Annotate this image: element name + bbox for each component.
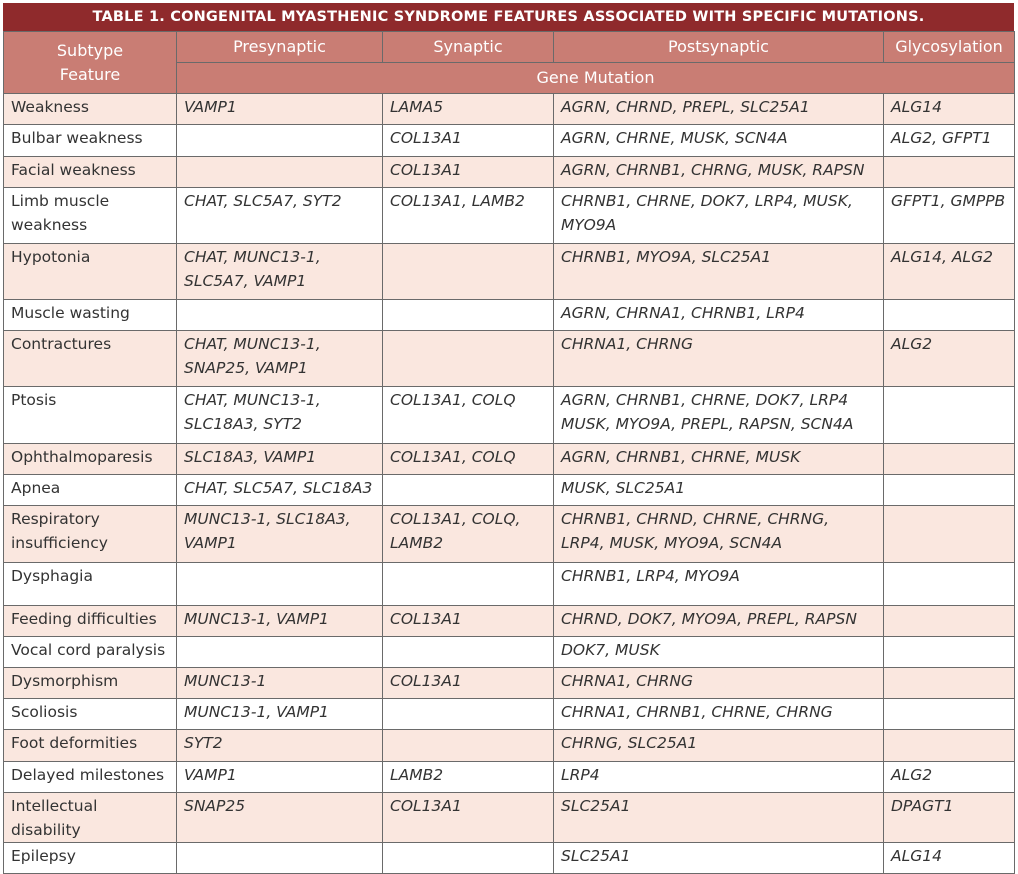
synaptic-cell	[383, 300, 554, 331]
synaptic-cell	[383, 730, 554, 762]
glycosylation-cell: DPAGT1	[884, 793, 1015, 843]
glycosylation-cell	[884, 157, 1015, 188]
feature-cell: Ptosis	[4, 387, 177, 444]
postsynaptic-cell: CHRNB1, LRP4, MYO9A	[554, 563, 884, 606]
feature-cell: Respiratory insufficiency	[4, 506, 177, 563]
table-row	[4, 387, 1015, 444]
table-row	[4, 606, 1015, 637]
postsynaptic-cell: CHRNG, SLC25A1	[554, 730, 884, 762]
glycosylation-cell: ALG14	[884, 94, 1015, 125]
presynaptic-cell	[177, 125, 383, 157]
row-label-header	[4, 32, 177, 94]
table-row	[4, 506, 1015, 563]
presynaptic-cell: SLC18A3, VAMP1	[177, 444, 383, 475]
feature-cell: Dysmorphism	[4, 668, 177, 699]
feature-cell: Feeding difficulties	[4, 606, 177, 637]
synaptic-cell	[383, 244, 554, 300]
row-label-line2: Feature	[59, 64, 121, 84]
feature-cell: Apnea	[4, 475, 177, 506]
presynaptic-cell: CHAT, MUNC13-1, SNAP25, VAMP1	[177, 331, 383, 387]
glycosylation-cell: ALG14, ALG2	[884, 244, 1015, 300]
synaptic-cell: COL13A1	[383, 125, 554, 157]
synaptic-cell	[383, 699, 554, 730]
postsynaptic-cell: AGRN, CHRNA1, CHRNB1, LRP4	[554, 300, 884, 331]
feature-cell: Intellectual disability	[4, 793, 177, 843]
glycosylation-cell	[884, 668, 1015, 699]
presynaptic-cell	[177, 300, 383, 331]
presynaptic-cell: CHAT, SLC5A7, SYT2	[177, 188, 383, 244]
features-table	[3, 31, 1015, 874]
synaptic-cell: COL13A1	[383, 606, 554, 637]
postsynaptic-cell: CHRNA1, CHRNB1, CHRNE, CHRNG	[554, 699, 884, 730]
synaptic-cell: LAMA5	[383, 94, 554, 125]
table-header	[4, 32, 1015, 94]
feature-cell: Muscle wasting	[4, 300, 177, 331]
gene-mutation-header: Gene Mutation	[177, 63, 1015, 94]
presynaptic-cell: CHAT, MUNC13-1, SLC5A7, VAMP1	[177, 244, 383, 300]
feature-cell: Limb muscle weakness	[4, 188, 177, 244]
postsynaptic-cell: AGRN, CHRND, PREPL, SLC25A1	[554, 94, 884, 125]
postsynaptic-cell: CHRNB1, MYO9A, SLC25A1	[554, 244, 884, 300]
table-row	[4, 637, 1015, 668]
table-row	[4, 244, 1015, 300]
table-row	[4, 125, 1015, 157]
presynaptic-cell: CHAT, MUNC13-1, SLC18A3, SYT2	[177, 387, 383, 444]
feature-cell: Epilepsy	[4, 843, 177, 874]
postsynaptic-cell: AGRN, CHRNB1, CHRNG, MUSK, RAPSN	[554, 157, 884, 188]
table-row	[4, 563, 1015, 606]
feature-cell: Hypotonia	[4, 244, 177, 300]
table-row	[4, 94, 1015, 125]
presynaptic-cell	[177, 843, 383, 874]
feature-cell: Delayed milestones	[4, 762, 177, 793]
synaptic-cell: LAMB2	[383, 762, 554, 793]
presynaptic-cell: VAMP1	[177, 94, 383, 125]
feature-cell: Weakness	[4, 94, 177, 125]
table-body	[4, 94, 1015, 874]
glycosylation-cell	[884, 387, 1015, 444]
presynaptic-cell: SNAP25	[177, 793, 383, 843]
presynaptic-cell: MUNC13-1	[177, 668, 383, 699]
feature-cell: Scoliosis	[4, 699, 177, 730]
synaptic-cell: COL13A1, COLQ, LAMB2	[383, 506, 554, 563]
glycosylation-cell	[884, 444, 1015, 475]
glycosylation-cell	[884, 300, 1015, 331]
glycosylation-cell	[884, 506, 1015, 563]
postsynaptic-cell: CHRNB1, CHRNE, DOK7, LRP4, MUSK, MYO9A	[554, 188, 884, 244]
glycosylation-cell	[884, 606, 1015, 637]
col-header-synaptic: Synaptic	[383, 32, 554, 63]
feature-cell: Contractures	[4, 331, 177, 387]
glycosylation-cell	[884, 563, 1015, 606]
feature-cell: Dysphagia	[4, 563, 177, 606]
table-row	[4, 444, 1015, 475]
glycosylation-cell: ALG14	[884, 843, 1015, 874]
postsynaptic-cell: SLC25A1	[554, 843, 884, 874]
presynaptic-cell: MUNC13-1, VAMP1	[177, 606, 383, 637]
glycosylation-cell	[884, 637, 1015, 668]
postsynaptic-cell: LRP4	[554, 762, 884, 793]
table-row	[4, 157, 1015, 188]
feature-cell: Vocal cord paralysis	[4, 637, 177, 668]
row-label-line1: Subtype	[56, 40, 124, 60]
table-row	[4, 762, 1015, 793]
table-row	[4, 843, 1015, 874]
presynaptic-cell: CHAT, SLC5A7, SLC18A3	[177, 475, 383, 506]
presynaptic-cell: SYT2	[177, 730, 383, 762]
postsynaptic-cell: CHRNA1, CHRNG	[554, 668, 884, 699]
synaptic-cell	[383, 843, 554, 874]
synaptic-cell: COL13A1	[383, 793, 554, 843]
synaptic-cell: COL13A1	[383, 157, 554, 188]
synaptic-cell	[383, 563, 554, 606]
feature-cell: Facial weakness	[4, 157, 177, 188]
postsynaptic-cell: DOK7, MUSK	[554, 637, 884, 668]
presynaptic-cell: VAMP1	[177, 762, 383, 793]
presynaptic-cell	[177, 563, 383, 606]
table-row	[4, 188, 1015, 244]
glycosylation-cell: ALG2	[884, 762, 1015, 793]
feature-cell: Ophthalmoparesis	[4, 444, 177, 475]
postsynaptic-cell: AGRN, CHRNB1, CHRNE, MUSK	[554, 444, 884, 475]
synaptic-cell: COL13A1, COLQ	[383, 444, 554, 475]
synaptic-cell: COL13A1, LAMB2	[383, 188, 554, 244]
postsynaptic-cell: MUSK, SLC25A1	[554, 475, 884, 506]
table-row	[4, 475, 1015, 506]
glycosylation-cell	[884, 730, 1015, 762]
presynaptic-cell: MUNC13-1, SLC18A3, VAMP1	[177, 506, 383, 563]
table-row	[4, 793, 1015, 843]
postsynaptic-cell: CHRNA1, CHRNG	[554, 331, 884, 387]
presynaptic-cell: MUNC13-1, VAMP1	[177, 699, 383, 730]
presynaptic-cell	[177, 637, 383, 668]
glycosylation-cell: ALG2	[884, 331, 1015, 387]
synaptic-cell	[383, 331, 554, 387]
table-title: TABLE 1. CONGENITAL MYASTHENIC SYNDROME FEATURES ASSOCIATED WITH SPECIFIC MUTATIONS.	[3, 3, 1014, 31]
col-header-postsynaptic: Postsynaptic	[554, 32, 884, 63]
synaptic-cell	[383, 637, 554, 668]
glycosylation-cell: GFPT1, GMPPB	[884, 188, 1015, 244]
feature-cell: Foot deformities	[4, 730, 177, 762]
col-header-glycosylation: Glycosylation	[884, 32, 1015, 63]
postsynaptic-cell: AGRN, CHRNB1, CHRNE, DOK7, LRP4 MUSK, MYO9A, PREPL, RAPSN, SCN4A	[554, 387, 884, 444]
glycosylation-cell	[884, 699, 1015, 730]
synaptic-cell: COL13A1	[383, 668, 554, 699]
table-row	[4, 699, 1015, 730]
table-container	[3, 3, 1014, 874]
glycosylation-cell: ALG2, GFPT1	[884, 125, 1015, 157]
col-header-presynaptic: Presynaptic	[177, 32, 383, 63]
glycosylation-cell	[884, 475, 1015, 506]
table-row	[4, 730, 1015, 762]
presynaptic-cell	[177, 157, 383, 188]
postsynaptic-cell: AGRN, CHRNE, MUSK, SCN4A	[554, 125, 884, 157]
table-row	[4, 300, 1015, 331]
table-row	[4, 668, 1015, 699]
postsynaptic-cell: SLC25A1	[554, 793, 884, 843]
postsynaptic-cell: CHRND, DOK7, MYO9A, PREPL, RAPSN	[554, 606, 884, 637]
postsynaptic-cell: CHRNB1, CHRND, CHRNE, CHRNG, LRP4, MUSK, MYO9A, SCN4A	[554, 506, 884, 563]
table-row	[4, 331, 1015, 387]
feature-cell: Bulbar weakness	[4, 125, 177, 157]
synaptic-cell	[383, 475, 554, 506]
synaptic-cell: COL13A1, COLQ	[383, 387, 554, 444]
